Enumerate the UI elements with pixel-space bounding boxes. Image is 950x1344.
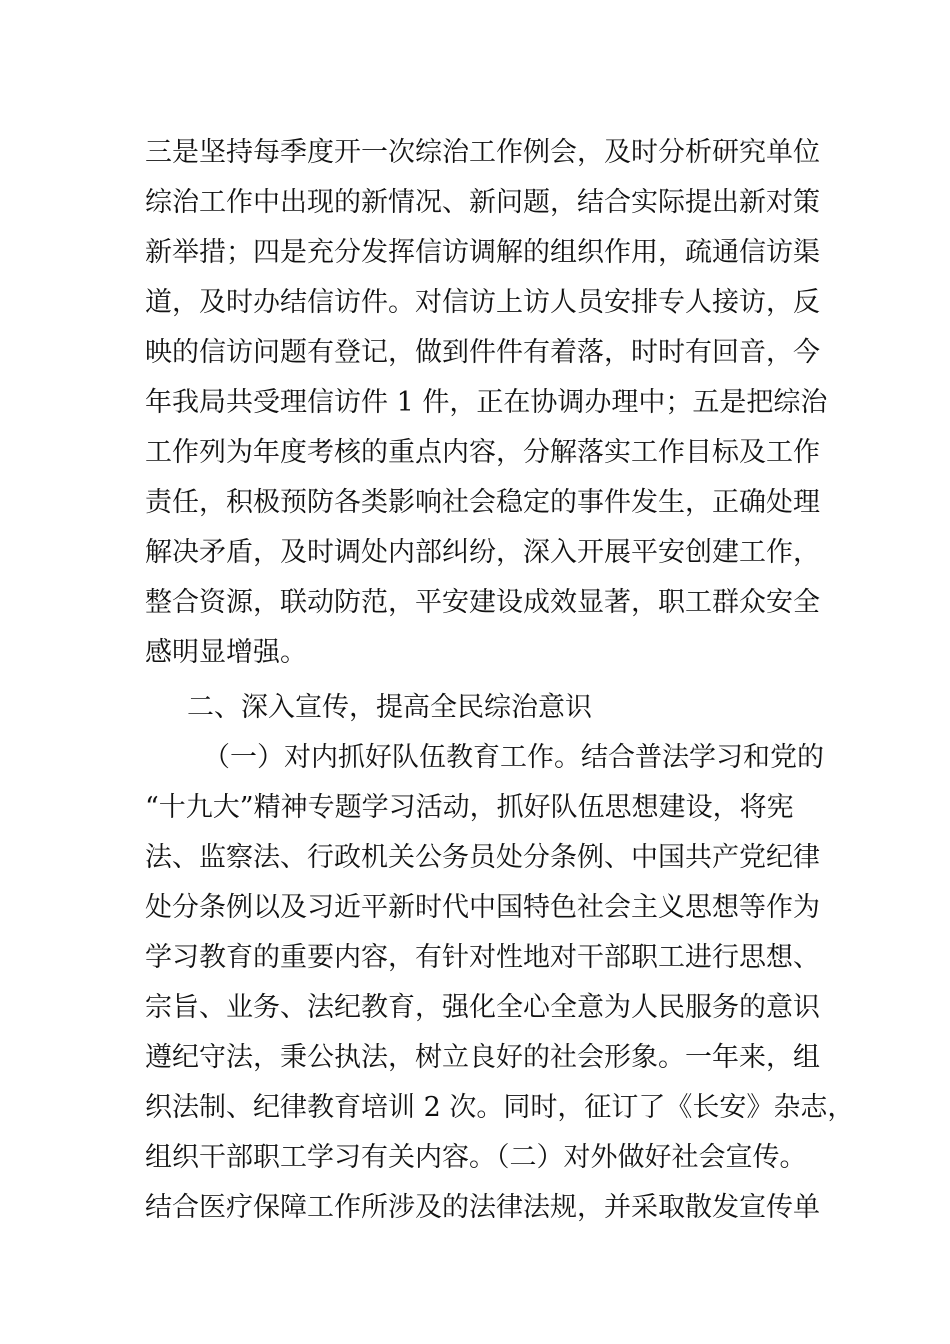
section-heading: 二、深入宣传，提高全民综治意识 xyxy=(187,692,592,723)
text-line: 年我局共受理信访件 1 件，正在协调办理中；五是把综治 xyxy=(145,387,828,418)
text-line: 责任，积极预防各类影响社会稳定的事件发生，正确处理 xyxy=(145,487,820,518)
text-line: 整合资源，联动防范，平安建设成效显著，职工群众安全 xyxy=(145,587,820,618)
text-line: 解决矛盾，及时调处内部纠纷，深入开展平安创建工作， xyxy=(145,537,820,568)
text-line: 工作列为年度考核的重点内容，分解落实工作目标及工作 xyxy=(145,437,820,468)
text-line: 映的信访问题有登记，做到件件有着落，时时有回音，今 xyxy=(145,337,820,368)
text-line: 感明显增强。 xyxy=(145,637,307,668)
text-line: 学习教育的重要内容，有针对性地对干部职工进行思想、 xyxy=(145,942,820,973)
text-line: 新举措；四是充分发挥信访调解的组织作用，疏通信访渠 xyxy=(145,237,820,268)
text-line: 三是坚持每季度开一次综治工作例会，及时分析研究单位 xyxy=(145,137,820,168)
text-line: 综治工作中出现的新情况、新问题，结合实际提出新对策 xyxy=(145,187,820,218)
text-line: 遵纪守法，秉公执法，树立良好的社会形象。一年来，组 xyxy=(145,1042,820,1073)
text-line: 处分条例以及习近平新时代中国特色社会主义思想等作为 xyxy=(145,892,820,923)
text-line: 道，及时办结信访件。对信访上访人员安排专人接访，反 xyxy=(145,287,820,318)
text-line: 法、监察法、行政机关公务员处分条例、中国共产党纪律 xyxy=(145,842,820,873)
text-line: 组织干部职工学习有关内容。（二）对外做好社会宣传。 xyxy=(145,1142,807,1173)
text-line: （一）对内抓好队伍教育工作。结合普法学习和党的 xyxy=(203,742,824,773)
text-line: “十九大”精神专题学习活动，抓好队伍思想建设，将宪 xyxy=(145,792,794,823)
text-line: 结合医疗保障工作所涉及的法律法规，并采取散发宣传单 xyxy=(145,1192,820,1223)
text-line: 织法制、纪律教育培训 2 次。同时，征订了《长安》杂志， xyxy=(145,1092,855,1123)
text-line: 宗旨、业务、法纪教育，强化全心全意为人民服务的意识 xyxy=(145,992,820,1023)
